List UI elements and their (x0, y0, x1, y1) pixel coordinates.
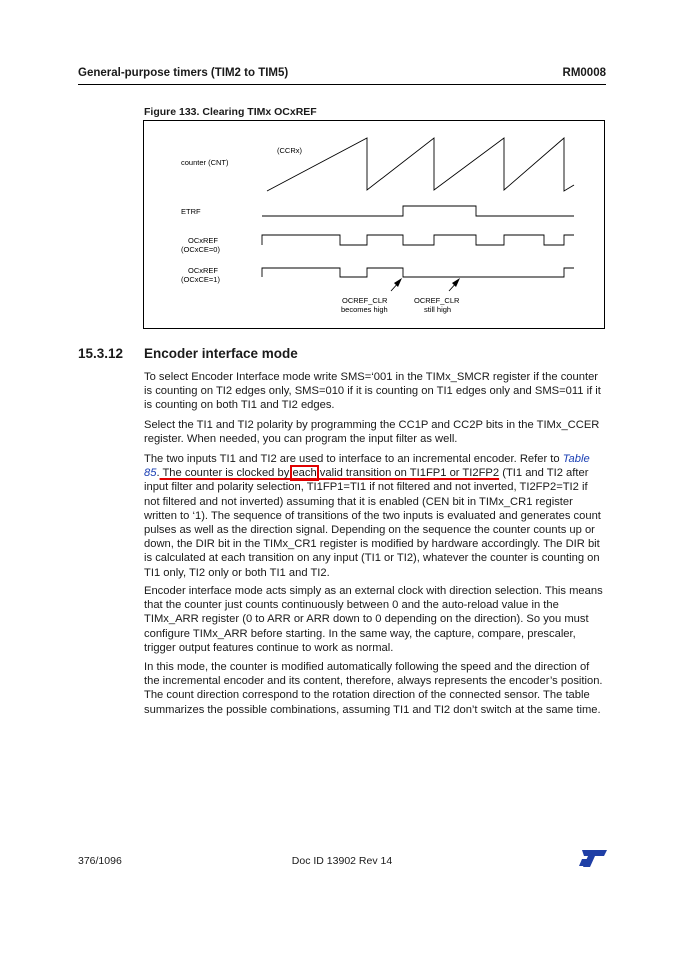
figure-caption: Figure 133. Clearing TIMx OCxREF (144, 106, 317, 118)
clr2-label: OCREF_CLR (414, 296, 460, 305)
p3-underlined-1: The counter is clocked by (159, 467, 293, 480)
etrf-label: ETRF (181, 207, 201, 216)
ocxref0-label: OCxREF (188, 236, 218, 245)
ocxref0-waveform (262, 235, 574, 245)
clr1-arrowhead (394, 278, 402, 287)
timing-diagram (143, 120, 605, 329)
section-title: Encoder interface mode (144, 346, 298, 361)
etrf-waveform (262, 206, 574, 216)
p3-underlined-2: valid transition on TI1FP1 or TI2FP2 (316, 467, 500, 480)
paragraph-3 (144, 452, 606, 580)
counter-sawtooth (267, 138, 574, 191)
clr2-arrowhead (452, 278, 460, 287)
p3-dot: . (156, 467, 160, 480)
page-number: 376/1096 (78, 855, 122, 867)
header-section-title: General-purpose timers (TIM2 to TIM5) (78, 67, 289, 79)
p3-boxed-word: each (292, 467, 317, 480)
clr1-label: OCREF_CLR (342, 296, 388, 305)
doc-id: Doc ID 13902 Rev 14 (291, 855, 393, 867)
clr2-sub: still high (424, 305, 452, 314)
ocxref0-sub: (OCxCE=0) (181, 245, 220, 254)
ocxref1-label: OCxREF (188, 266, 218, 275)
counter-label: counter (CNT) (181, 158, 229, 167)
ocxref1-waveform (262, 268, 574, 277)
paragraph-4: Encoder interface mode acts simply as an external clock with direction selection. This means that the counter just counts continuously between 0 and the auto-reload value in the TIMx_ARR register (0 to ARR or ARR down to 0 depending on the direction). So you must configure TIMx_ARR before starting. In the same way, the capture, compare, prescaler, trigger output features continue to work as normal. (144, 585, 603, 654)
table-85-link[interactable]: Table 85 (144, 453, 590, 480)
st-logo-icon (578, 848, 608, 873)
paragraph-2: Select the TI1 and TI2 polarity by programming the CC1P and CC2P bits in the TIMx_CCER register. When needed, you can program the input filter as well. (144, 419, 600, 446)
paragraph-5: In this mode, the counter is modified automatically following the speed and the direction of the incremental encoder and its content, therefore, always represents the encoder’s position. The count direction correspond to the rotation direction of the connected sensor. The table summarizes the possible combinations, assuming TI1 and TI2 don’t switch at the same time. (144, 661, 603, 716)
section-number: 15.3.12 (78, 346, 124, 361)
header-doc-code: RM0008 (562, 67, 606, 79)
header-divider (78, 84, 606, 85)
clr1-sub: becomes high (341, 305, 388, 314)
p3-intro: The two inputs TI1 and TI2 are used to interface to an incremental encoder. Refer to (144, 453, 563, 465)
paragraph-1: To select Encoder Interface mode write SMS=‘001 in the TIMx_SMCR register if the counter is counting on TI2 edges only, SMS=010 if it is counting on TI1 edges only and SMS=011 if it is counting on both TI1 and TI2 edges. (144, 371, 601, 412)
ocxref1-sub: (OCxCE=1) (181, 275, 220, 284)
ccrx-label: (CCRx) (277, 146, 302, 155)
p3-rest: (TI1 and TI2 after input filter and polarity selection, TI1FP1=TI1 if not filtered and not inverted, TI2FP2=TI2 if not filtered and not inverted) assuming that it is enabled (CEN bit in TIMx_CR1 register written to ‘1). The sequence of transitions of the two inputs is evaluated and generates count pulses as well as the direction signal. Depending on the sequence the counter counts up or down, the DIR bit in the TIMx_CR1 register is modified by hardware accordingly. The DIR bit is calculated at each transition on any input (TI1 or TI2), whatever the counter is counting on TI1 only, TI2 only or both TI1 and TI2. (144, 467, 601, 579)
